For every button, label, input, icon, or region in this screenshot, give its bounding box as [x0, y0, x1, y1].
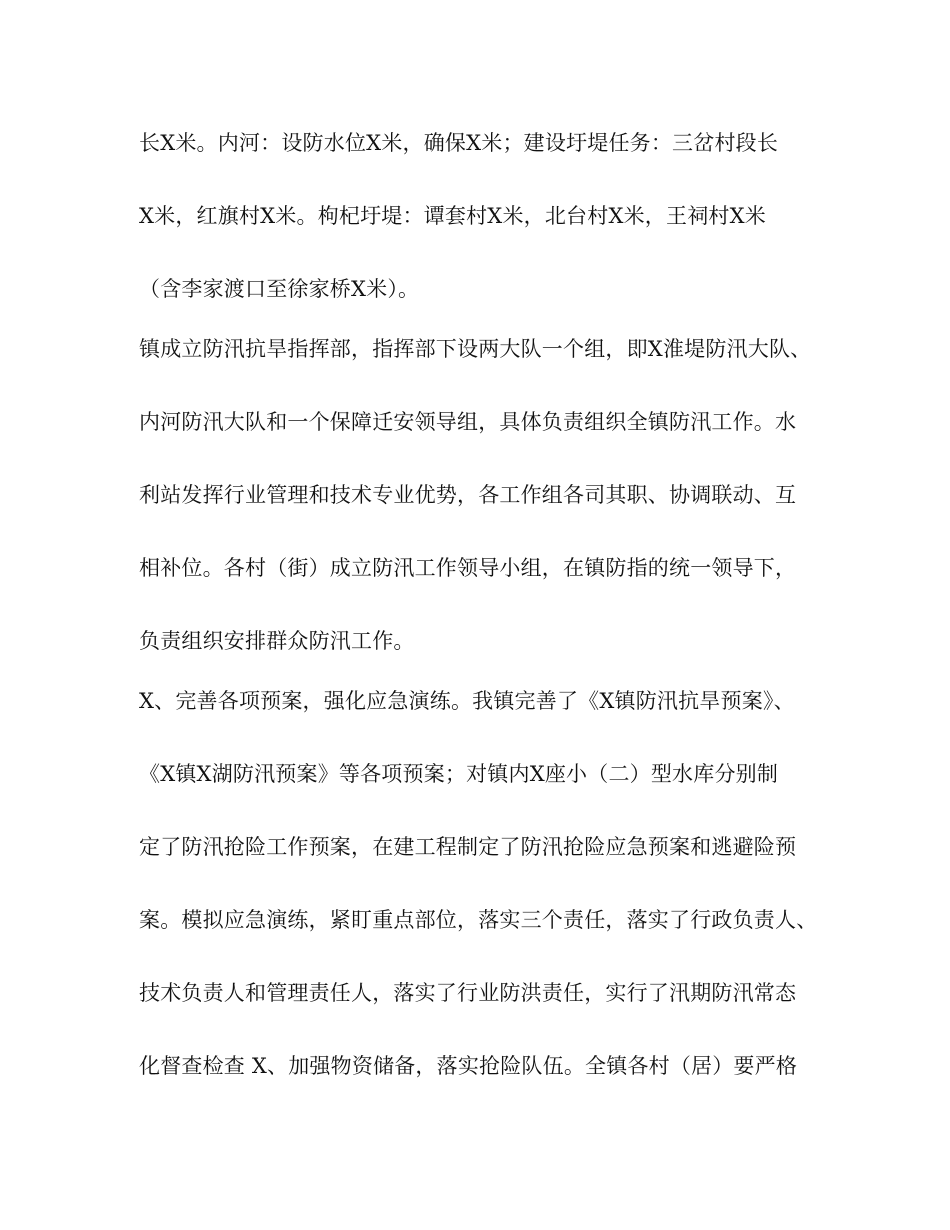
text-line: 镇成立防汛抗旱指挥部，指挥部下设两大队一个组，即X淮堤防汛大队、 [139, 337, 812, 361]
text-line: 利站发挥行业管理和技术专业优势，各工作组各司其职、协调联动、互 [139, 483, 797, 507]
text-line: 技术负责人和管理责任人，落实了行业防洪责任，实行了汛期防汛常态 [139, 981, 797, 1005]
text-line: 内河防汛大队和一个保障迁安领导组，具体负责组织全镇防汛工作。水 [139, 410, 797, 434]
text-line: （含李家渡口至徐家桥X米）。 [139, 277, 420, 301]
text-line: X米，红旗村X米。枸杞圩堤：谭套村X米，北台村X米，王祠村X米 [139, 204, 766, 228]
text-line: 《X镇X湖防汛预案》等各项预案；对镇内X座小（二）型水库分别制 [139, 762, 779, 786]
text-line: 定了防汛抢险工作预案，在建工程制定了防汛抢险应急预案和逃避险预 [139, 835, 797, 859]
text-line: 相补位。各村（街）成立防汛工作领导小组，在镇防指的统一领导下， [139, 556, 797, 580]
text-line: 长X米。内河：设防水位X米，确保X米；建设圩堤任务：三岔村段长 [139, 131, 779, 155]
text-line: 化督查检查 X、加强物资储备，落实抢险队伍。全镇各村（居）要严格 [139, 1054, 798, 1078]
text-line: 案。模拟应急演练，紧盯重点部位，落实三个责任，落实了行政负责人、 [139, 908, 818, 932]
text-line: X、完善各项预案，强化应急演练。我镇完善了《X镇防汛抗旱预案》、 [139, 689, 795, 713]
text-line: 负责组织安排群众防汛工作。 [139, 629, 415, 653]
